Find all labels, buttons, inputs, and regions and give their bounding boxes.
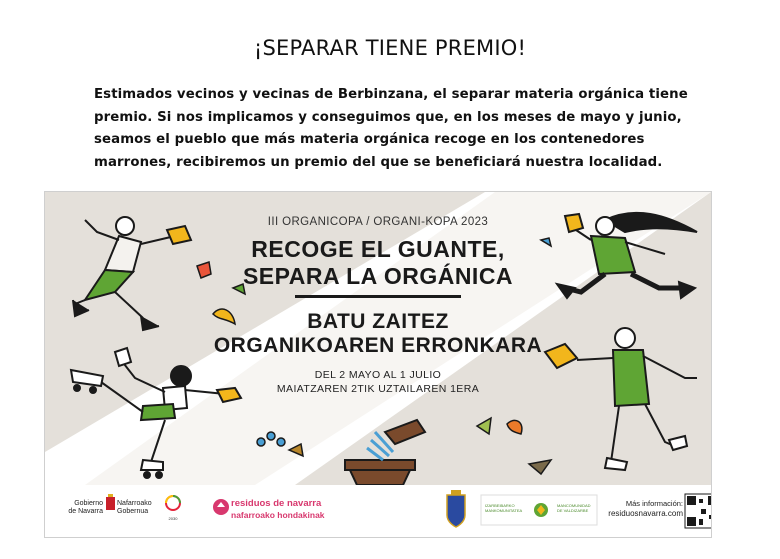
nafarroako-line: Gobernua [117, 508, 149, 515]
intro-line: seamos el pueblo que más materia orgánica recoge en los contenedores [94, 132, 645, 147]
website-link[interactable]: residuosnavarra.com [608, 509, 683, 518]
campaign-dates [195, 368, 561, 396]
izarbeibarko-line: MANKOMUNITATEA [485, 508, 523, 513]
berbinzana-shield-icon [447, 490, 465, 527]
headline-divider [295, 295, 461, 298]
residuos-label: residuos de navarra [231, 498, 322, 509]
gobierno-line: de Navarra [68, 508, 103, 515]
gobierno-line: Gobierno [74, 500, 103, 507]
headline-spanish [195, 236, 561, 290]
mancomunidad-line: MANCOMUNIDAD [557, 503, 591, 508]
intro-line: Estimados vecinos y vecinas de Berbinzana, el separar materia orgánica tiene [94, 87, 688, 102]
document-title: ¡SEPARAR TIENE PREMIO! [253, 36, 527, 60]
intro-paragraph [94, 84, 694, 174]
mancomunidad-line: DE VALDIZARBE [557, 508, 589, 513]
agenda-2030-icon [166, 496, 180, 521]
headline-basque [195, 310, 561, 358]
navarra-coat-icon [106, 494, 115, 510]
campaign-poster [44, 191, 712, 538]
nafarroako-label [117, 500, 161, 516]
hondakinak-label: nafarroako hondakinak [231, 510, 325, 520]
dates-spanish: DEL 2 MAYO AL 1 JULIO [314, 369, 442, 381]
gobierno-label [63, 500, 103, 516]
nafarroako-line: Nafarroako [117, 500, 152, 507]
walker-figure [545, 328, 697, 470]
headline-line: RECOGE EL GUANTE, [251, 236, 505, 262]
mancomunidad-label [557, 503, 597, 513]
headline-line: SEPARA LA ORGÁNICA [242, 263, 514, 289]
izarbeibarko-line: IZARBEIBARKO [485, 503, 515, 508]
poster-header: III ORGANICOPA / ORGANI-KOPA 2023 [267, 216, 489, 228]
runner-figure-left [73, 217, 191, 330]
residuos-logo-icon [213, 499, 229, 515]
dates-basque: MAIATZAREN 2TIK UZTAILAREN 1ERA [276, 383, 480, 395]
headline-line: ORGANIKOAREN ERRONKARA [213, 334, 543, 357]
intro-line: marrones, recibiremos un premio del que se beneficiará nuestra localidad. [94, 154, 663, 170]
more-info-label: Más información: [625, 499, 683, 508]
headline-line: BATU ZAITEZ [307, 310, 449, 333]
intro-line: premio. Si nos implicamos y conseguimos que, en los meses de mayo y junio, [94, 109, 682, 125]
poster-footer [45, 485, 711, 537]
izarbeibarko-label [485, 503, 525, 513]
qr-code-icon [685, 494, 711, 528]
svg-text:2030: 2030 [168, 516, 178, 521]
